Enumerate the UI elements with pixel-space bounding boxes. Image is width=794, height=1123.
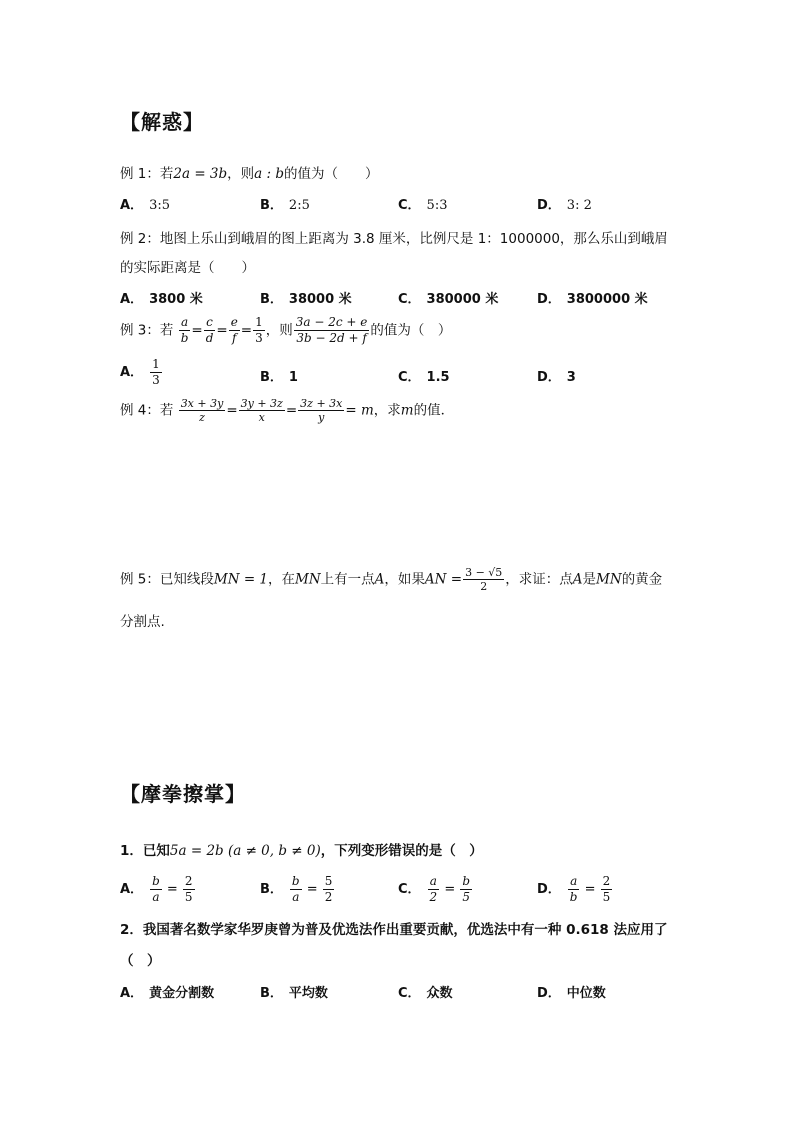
option-label: C． (398, 986, 421, 1001)
question-2-option-a (120, 982, 214, 1001)
option-label: B． (260, 986, 283, 1001)
example-3-question: 例 3：若 $\frac{a}{b}$ = $\frac{c}{d}$ = $\frac{e}{f}$ = $\frac{1}{3}$ ，则 $\frac{3a - 2c + e}{3b - 2d + f}$ 的值为（ ） (120, 315, 452, 345)
question-2-option-c (398, 982, 453, 1001)
numerator: b (291, 874, 300, 888)
option-label: B． (260, 882, 283, 897)
math-a: A (572, 571, 583, 588)
fraction-a-over-b (179, 315, 191, 346)
example-3-suffix: 的值为（ ） (370, 322, 452, 339)
numerator: b (462, 874, 471, 888)
numerator: 3y + 3z (240, 397, 283, 410)
numerator: a (429, 874, 437, 888)
fraction-right (601, 874, 613, 905)
fraction-right (183, 874, 195, 905)
numerator: 3z + 3x (300, 397, 343, 410)
section-title-mocazhang: 【摩拳擦掌】 (120, 782, 246, 806)
option-text: 中位数 (566, 986, 606, 1001)
example-1-prefix: 例 1：若 (120, 166, 174, 182)
option-label: D． (537, 198, 561, 213)
fraction-expression (294, 315, 370, 346)
numerator: 3 − √5 (465, 566, 503, 579)
example-3-option-c (398, 366, 450, 385)
option-text: 3: 2 (566, 198, 592, 213)
example-2-option-c (398, 288, 498, 307)
denominator: 5 (602, 890, 611, 904)
example-3-option-b (260, 366, 298, 385)
option-label: D． (537, 882, 561, 897)
numerator: b (152, 874, 160, 888)
question-1 (120, 839, 483, 859)
numerator: 3x + 3y (180, 397, 224, 410)
option-label: D． (537, 370, 561, 385)
fraction-left (428, 874, 440, 905)
example-3-option-d (537, 366, 576, 385)
option-text: 1.5 (426, 370, 450, 385)
denominator: d (205, 331, 214, 345)
denominator: a (292, 890, 300, 904)
question-2-option-b (260, 982, 328, 1001)
option-label: A． (120, 882, 144, 897)
denominator: 3 (255, 331, 263, 345)
numerator: 1 (152, 357, 160, 371)
math-a: A (374, 571, 385, 588)
denominator: y (318, 411, 325, 424)
math-mn: MN (596, 571, 622, 588)
text: ，如果 (384, 571, 425, 588)
text: 的黄金 (621, 571, 663, 588)
numerator: a (570, 874, 578, 888)
example-3-mid: ，则 (265, 322, 293, 339)
example-3-option-a (120, 357, 163, 388)
option-label: A． (120, 292, 144, 307)
option-label: D． (537, 292, 561, 307)
equals-m: = m (345, 402, 374, 419)
example-1-option-b (260, 194, 310, 213)
example-2-option-b (260, 288, 352, 307)
example-5-line1 (120, 566, 662, 593)
fraction-e-over-f (229, 315, 240, 346)
question-1-prefix: 1．已知 (120, 843, 170, 859)
example-1-option-c (398, 194, 447, 213)
example-4-question: 例 4：若 $\frac{3x + 3y}{z}$ = $\frac{3y + 3z}{x}$ = $\frac{3z + 3x}{y}$ = m，求m的值． (120, 397, 455, 424)
fraction-golden (463, 566, 504, 593)
denominator: x (258, 411, 265, 424)
question-1-option-c: C． $\frac{a}{2}$ = $\frac{b}{5}$ (398, 874, 471, 904)
option-text: 3800000 米 (566, 292, 648, 307)
numerator: 3a − 2c + e (295, 315, 368, 329)
option-text: 380000 米 (426, 292, 499, 307)
example-4-suffix: 的值． (413, 402, 455, 419)
text: 上有一点 (320, 571, 375, 588)
option-label: B． (260, 370, 283, 385)
question-1-option-b: B． $\frac{b}{a}$ = $\frac{5}{2}$ (260, 874, 333, 904)
fraction-xy-over-z (179, 397, 226, 424)
example-4-mid: ，求 (373, 402, 401, 419)
example-3-prefix: 例 3：若 (120, 322, 174, 339)
denominator: 5 (462, 890, 471, 904)
example-1-mid: ，则 (227, 166, 255, 182)
denominator: 2 (324, 890, 333, 904)
variable-m: m (400, 402, 414, 419)
question-1-option-d: D． $\frac{a}{b}$ = $\frac{2}{5}$ (537, 874, 611, 904)
question-1-condition: 5a = 2b (a ≠ 0, b ≠ 0) (169, 843, 321, 859)
example-1-suffix: 的值为（ ） (283, 166, 379, 182)
question-1-suffix: ，下列变形错误的是（ ） (320, 843, 483, 859)
option-label: A． (120, 198, 144, 213)
fraction-one-third (150, 357, 162, 388)
question-1-option-a: A． $\frac{b}{a}$ = $\frac{2}{5}$ (120, 874, 193, 904)
denominator: 5 (184, 890, 193, 904)
option-text: 3:5 (149, 198, 170, 213)
example-2-option-d (537, 288, 648, 307)
question-2-line2: （ ） (120, 953, 161, 969)
fraction-left (150, 874, 162, 905)
example-2-option-a (120, 288, 203, 307)
option-label: B． (260, 198, 283, 213)
denominator: 2 (480, 580, 488, 593)
denominator: a (152, 890, 160, 904)
example-1-ratio: a : b (254, 166, 284, 182)
option-label: A． (120, 365, 144, 380)
option-text: 3 (566, 370, 576, 385)
numerator: 2 (602, 874, 611, 888)
fraction-right (460, 874, 472, 905)
numerator: 2 (184, 874, 193, 888)
example-5-line2: 分割点. (120, 614, 165, 630)
example-2-line1: 例 2：地图上乐山到峨眉的图上距离为 3.8 厘米，比例尺是 1：1000000，那么乐山到峨眉 (120, 231, 668, 247)
fraction-one-third (253, 315, 265, 346)
section-title-jiehuo: 【解惑】 (120, 110, 204, 134)
denominator: b (180, 331, 189, 345)
option-text: 众数 (426, 986, 453, 1001)
option-text: 2:5 (288, 198, 310, 213)
numerator: 1 (255, 315, 263, 329)
question-2-line1: 2．我国著名数学家华罗庚曾为普及优选法作出重要贡献，优选法中有一种 0.618 法应用了 (120, 922, 668, 938)
option-label: A． (120, 986, 144, 1001)
option-text: 黄金分割数 (149, 986, 215, 1001)
option-label: C． (398, 292, 421, 307)
option-label: B． (260, 292, 283, 307)
example-1-option-d (537, 194, 592, 213)
option-text: 5:3 (426, 198, 448, 213)
text: ，求证：点 (505, 571, 573, 588)
fraction-zx-over-y (298, 397, 344, 424)
example-2-line2: 的实际距离是（ ） (120, 260, 255, 276)
fraction-right (323, 874, 335, 905)
example-1-option-a (120, 194, 170, 213)
option-label: D． (537, 986, 561, 1001)
text: ，在 (268, 571, 296, 588)
fraction-left (290, 874, 302, 905)
example-1-equation: 2a = 3b (173, 166, 228, 182)
denominator: 3b − 2d + f (296, 331, 367, 345)
fraction-c-over-d (204, 315, 216, 346)
denominator: 2 (429, 890, 438, 904)
math-mn: MN (295, 571, 321, 588)
option-text: 平均数 (288, 986, 328, 1001)
option-label: C． (398, 198, 421, 213)
denominator: f (232, 331, 237, 345)
question-2-option-d (537, 982, 606, 1001)
option-text: 3800 米 (149, 292, 203, 307)
example-4-prefix: 例 4：若 (120, 402, 174, 419)
numerator: c (206, 315, 213, 329)
option-text: 1 (288, 370, 298, 385)
text: 例 5：已知线段 (120, 571, 214, 588)
example-1-question (120, 162, 378, 182)
denominator: z (199, 411, 205, 424)
numerator: e (230, 315, 238, 329)
text: 是 (582, 571, 597, 588)
fraction-yz-over-x (239, 397, 285, 424)
fraction-left (568, 874, 580, 905)
numerator: a (180, 315, 189, 329)
denominator: 3 (152, 373, 160, 387)
math-mn-eq: MN = 1 (213, 571, 269, 588)
option-label: C． (398, 370, 421, 385)
math-an: AN = (424, 571, 463, 588)
numerator: 5 (324, 874, 333, 888)
option-label: C． (398, 882, 421, 897)
denominator: b (569, 890, 578, 904)
option-text: 38000 米 (288, 292, 352, 307)
